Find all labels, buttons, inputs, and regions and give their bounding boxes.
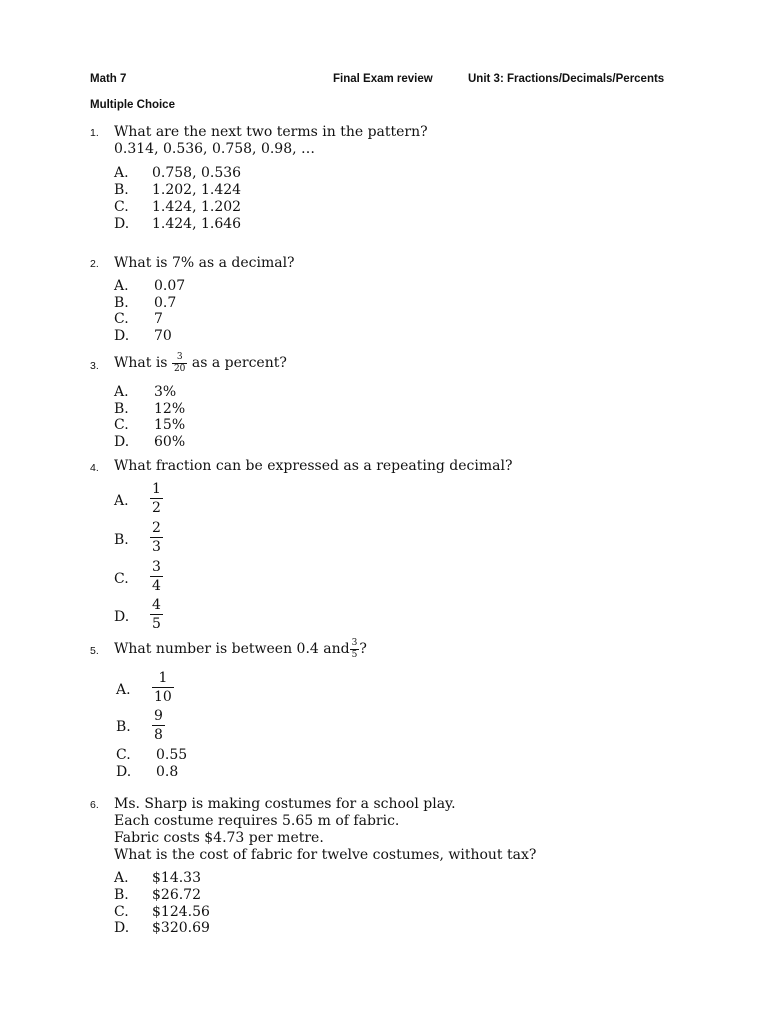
option-value: 1.202, 1.424 <box>152 182 242 198</box>
inline-fraction: $\frac{3}{20}$ <box>173 351 186 374</box>
option-letter: D. <box>114 328 130 344</box>
option-letter: A. <box>114 278 129 294</box>
option-value: $14.33 <box>152 870 201 886</box>
option-fraction: 9 8 <box>154 708 163 743</box>
option-letter: C. <box>114 571 129 587</box>
question-text <box>114 636 367 662</box>
option-fraction: 1 10 <box>154 670 172 705</box>
question-text-line-4: What is the cost of fabric for twelve costumes, without tax? <box>114 847 537 863</box>
option-letter: B. <box>114 295 129 311</box>
option-letter: D. <box>114 920 130 936</box>
option-fraction: 4 5 <box>152 597 161 632</box>
option-letter: A. <box>114 493 129 509</box>
question-number: 4. <box>90 462 99 474</box>
question-text: Ms. Sharp is making costumes for a school play. <box>114 796 456 812</box>
option-letter: B. <box>114 182 129 198</box>
option-letter: A. <box>116 682 131 698</box>
option-value: 0.8 <box>156 764 179 780</box>
option-fraction: 3 4 <box>152 559 161 594</box>
question-number: 2. <box>90 258 99 270</box>
section-title: Multiple Choice <box>90 99 175 111</box>
question-text-line-2: 0.314, 0.536, 0.758, 0.98, … <box>114 141 316 157</box>
option-value: 60% <box>154 434 186 450</box>
exam-title: Final Exam review <box>333 73 433 85</box>
question-number: 1. <box>90 127 99 139</box>
option-letter: B. <box>114 401 129 417</box>
question-text-after: ? <box>359 641 367 657</box>
option-value: $124.56 <box>152 904 210 920</box>
question-number: 6. <box>90 799 99 811</box>
option-value: 15% <box>154 417 186 433</box>
question-text <box>114 350 287 376</box>
inline-fraction: $\frac{3}{5}$ <box>351 637 358 660</box>
option-letter: C. <box>116 747 131 763</box>
option-letter: A. <box>114 870 129 886</box>
option-value: 70 <box>154 328 172 344</box>
option-letter: C. <box>114 199 129 215</box>
option-value: 0.07 <box>154 278 186 294</box>
option-letter: A. <box>114 384 129 400</box>
option-letter: D. <box>114 609 130 625</box>
option-letter: A. <box>114 165 129 181</box>
option-value: $320.69 <box>152 920 210 936</box>
unit-title: Unit 3: Fractions/Decimals/Percents <box>468 73 665 85</box>
option-letter: B. <box>116 719 131 735</box>
question-text-line-3: Fabric costs $4.73 per metre. <box>114 830 324 846</box>
option-value: 7 <box>154 311 163 327</box>
option-fraction: 2 3 <box>152 520 161 555</box>
option-fraction: 1 2 <box>152 481 161 516</box>
question-number: 5. <box>90 645 99 657</box>
question-text-before: What number is between 0.4 and <box>114 641 350 657</box>
question-text-after: as a percent? <box>191 355 287 371</box>
option-value: 0.758, 0.536 <box>152 165 242 181</box>
question-text: What is 7% as a decimal? <box>114 255 295 271</box>
option-letter: B. <box>114 532 129 548</box>
option-value: 1.424, 1.202 <box>152 199 242 215</box>
option-value: 1.424, 1.646 <box>152 216 242 232</box>
option-value: 12% <box>154 401 186 417</box>
option-value: $26.72 <box>152 887 201 903</box>
option-letter: B. <box>114 887 129 903</box>
question-number: 3. <box>90 360 99 372</box>
option-letter: D. <box>114 216 130 232</box>
option-letter: C. <box>114 311 129 327</box>
question-text: What are the next two terms in the pattern? <box>114 124 428 140</box>
option-value: 0.55 <box>156 747 188 763</box>
option-letter: C. <box>114 417 129 433</box>
option-value: 3% <box>154 384 177 400</box>
option-letter: D. <box>114 434 130 450</box>
question-text: What fraction can be expressed as a repeating decimal? <box>114 458 513 474</box>
option-value: 0.7 <box>154 295 177 311</box>
question-text-before: What is <box>114 355 168 371</box>
option-letter: C. <box>114 904 129 920</box>
option-letter: D. <box>116 764 132 780</box>
course-title: Math 7 <box>90 73 127 85</box>
question-text-line-2: Each costume requires 5.65 m of fabric. <box>114 813 400 829</box>
